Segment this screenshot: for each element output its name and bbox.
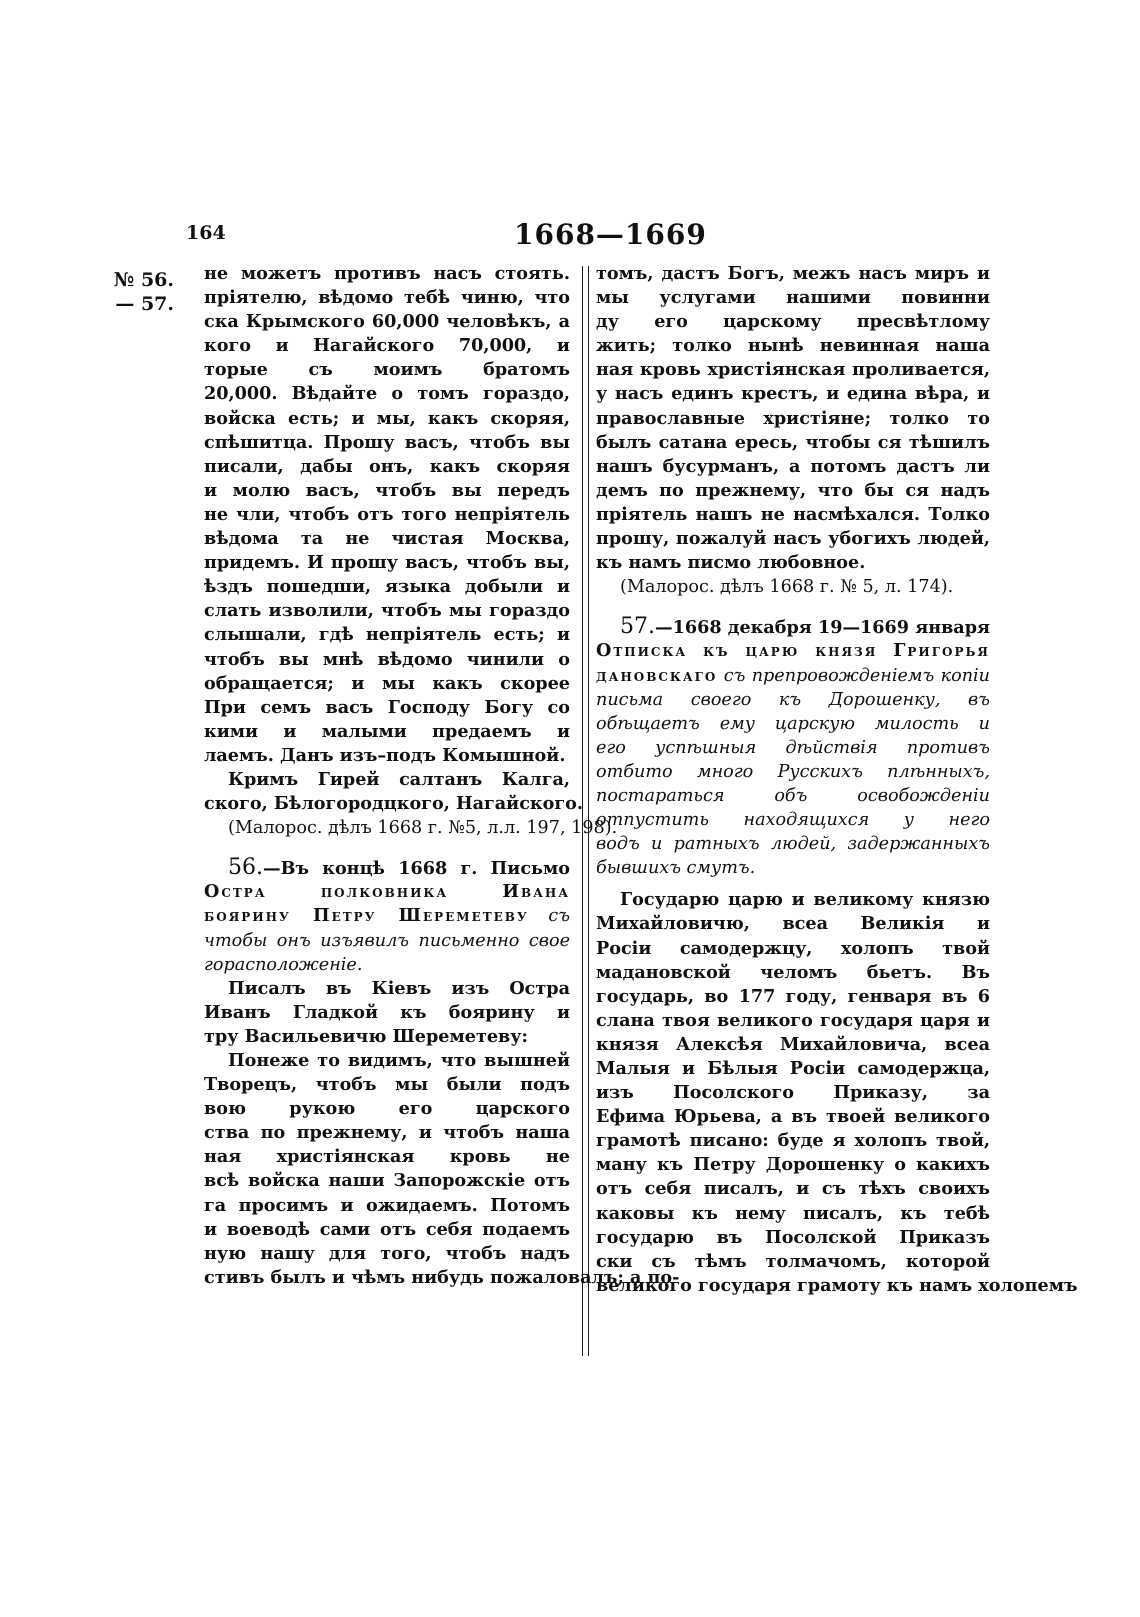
text-line: обращается; и мы какъ скорее	[204, 672, 570, 694]
text-line: пріятелю, вѣдомо тебѣ чиню, что	[204, 287, 570, 309]
text-line: постараться объ освобожденіи	[596, 785, 990, 806]
document-57-summary	[596, 688, 990, 881]
document-number: 56.	[228, 856, 263, 881]
signature-line: ского, Бѣлогородцкого, Нагайского.	[204, 793, 583, 815]
text-line: Писалъ въ Кіевъ изъ Остра	[228, 977, 570, 999]
text-line: войска есть; и мы, какъ скоряя,	[204, 407, 570, 429]
text-line: ска Крымского 60,000 человѣкъ, а	[204, 311, 570, 333]
text-line: слать изволили, чтобъ мы гораздо	[204, 600, 570, 622]
text-line: всѣ войска наши Запорожскіе отъ	[204, 1170, 570, 1192]
text-line: прошу, пожалуй насъ убогихъ людей,	[596, 528, 990, 550]
text-line: бывшихъ смутъ.	[596, 858, 756, 879]
letter-continuation	[596, 262, 990, 575]
signature-line: Кримъ Гирей салтанъ Калга,	[228, 768, 570, 790]
document-56-body	[204, 977, 680, 1290]
text-line: спѣшитца. Прошу васъ, чтобъ вы	[204, 431, 570, 453]
text-line: 20,000. Вѣдайте о томъ гораздо,	[204, 383, 570, 405]
text-line: Михайловичю, всеа Великія и	[596, 913, 990, 935]
text-line: къ намъ писмо любовное.	[596, 552, 866, 574]
text-line: изъ Посолского Приказу, за	[596, 1082, 990, 1104]
archive-reference: (Малорос. дѣлъ 1668 г. № 5, л. 174).	[620, 577, 954, 598]
text-line: ную нашу для того, чтобъ надъ	[204, 1242, 570, 1264]
text-line: Иванъ Гладкой къ боярину и	[204, 1001, 570, 1023]
text-line: отпустить находящихся у него	[596, 810, 990, 831]
text-line: мадановской челомъ бьетъ. Въ	[596, 961, 990, 983]
document-title-line: Остра полковника Ивана	[204, 881, 570, 903]
text-line: кими и малыми предаемъ и	[204, 720, 570, 742]
document-title-author: дановскаго	[596, 664, 718, 686]
text-line: не можетъ противъ насъ стоять.	[204, 263, 570, 284]
document-title-line	[204, 904, 570, 928]
text-line: Росіи самодержцу, холопъ твой	[596, 937, 990, 959]
text-line: былъ сатана ересь, чтобы ся тѣшилъ	[596, 431, 990, 453]
text-line: придемъ. И прошу васъ, чтобъ вы,	[204, 552, 570, 574]
document-summary-line: чтобы онъ изъявилъ письменно свое	[204, 930, 570, 951]
text-line: При семъ васъ Господу Богу со	[204, 696, 570, 718]
text-line: слана твоя великого государя царя и	[596, 1009, 990, 1031]
text-line: лаемъ. Данъ изъ–подъ Комышной.	[204, 744, 566, 766]
text-line: Государю царю и великому князю	[620, 889, 990, 911]
document-56-heading	[204, 856, 570, 880]
text-line: чтобъ вы мнѣ вѣдомо чинили о	[204, 648, 570, 670]
document-date: —Въ концѣ 1668 г. Письмо	[263, 858, 570, 880]
text-line: га просимъ и ожидаемъ. Потомъ	[204, 1194, 570, 1216]
document-number: 57.	[620, 615, 655, 640]
text-line: кого и Нагайского 70,000, и	[204, 335, 570, 357]
text-line: ману къ Петру Дорошенку о какихъ	[596, 1154, 990, 1176]
margin-note-line: № 56.	[113, 269, 174, 291]
text-line: слышали, гдѣ непріятель есть; и	[204, 624, 570, 646]
document-summary-line: горасположеніе.	[204, 954, 363, 975]
text-line: пріятель нашъ не насмѣхался. Толко	[596, 503, 990, 525]
page-number: 164	[186, 222, 226, 244]
text-line: писали, дабы онъ, какъ скоряя	[204, 455, 570, 477]
text-line: отбито много Русскихъ плѣнныхъ,	[596, 761, 990, 782]
text-line: демъ по прежнему, что бы ся надъ	[596, 479, 990, 501]
text-line: ѣздъ пошедши, языка добыли и	[204, 576, 570, 598]
text-line: водъ и ратныхъ людей, задержанныхъ	[596, 834, 990, 855]
document-summary-fragment: съ	[548, 906, 570, 927]
document-title-recipient: боярину Петру Шереметеву	[204, 905, 529, 927]
text-line: и воеводѣ сами отъ себя подаемъ	[204, 1218, 570, 1240]
text-line: ски съ тѣмъ толмачомъ, которой	[596, 1250, 990, 1272]
right-column	[596, 262, 1078, 1298]
text-line: отъ себя писалъ, и съ тѣхъ своихъ	[596, 1178, 990, 1200]
text-line: великого государя грамоту къ намъ холопемъ	[596, 1274, 1078, 1296]
text-line: ства по прежнему, и чтобъ наша	[204, 1122, 570, 1144]
text-line: жить; толко нынѣ невинная наша	[596, 335, 990, 357]
text-line: князя Алексѣя Михайловича, всеа	[596, 1033, 990, 1055]
document-summary-fragment: съ препровожденіемъ копіи	[723, 665, 990, 686]
text-line: стивъ былъ и чѣмъ нибудь пожаловалъ; а по-	[204, 1266, 680, 1288]
document-57-heading	[596, 615, 990, 639]
text-line: православные христіяне; толко то	[596, 407, 990, 429]
text-line: ная кровь христіянская проливается,	[596, 359, 990, 381]
letter-continuation	[204, 262, 570, 768]
text-line: у насъ единъ крестъ, и едина вѣра, и	[596, 383, 990, 405]
text-line: его успѣшныя дѣйствія противъ	[596, 737, 990, 758]
text-line: ная христіянская кровь не	[204, 1146, 570, 1168]
text-line: каковы къ нему писалъ, къ тебѣ	[596, 1202, 990, 1224]
text-line: Ефима Юрьева, а въ твоей великого	[596, 1106, 990, 1128]
text-line: государю въ Посолской Приказъ	[596, 1226, 990, 1248]
text-line: тру Васильевичю Шереметеву:	[204, 1025, 529, 1047]
text-line: Творецъ, чтобъ мы были подъ	[204, 1074, 570, 1096]
text-line: и молю васъ, чтобъ вы передъ	[204, 479, 570, 501]
margin-document-numbers	[108, 268, 174, 316]
text-line: письма своего къ Дорошенку, въ	[596, 689, 990, 710]
margin-note-line: — 57.	[115, 293, 174, 315]
text-line: обѣщаетъ ему царскую милость и	[596, 713, 990, 734]
text-line: не чли, чтобъ отъ того непріятель	[204, 503, 570, 525]
text-line: томъ, дастъ Богъ, межъ насъ миръ и	[596, 263, 990, 284]
text-line: мы услугами нашими повинни	[596, 287, 990, 309]
text-line: государь, во 177 году, генваря въ 6	[596, 985, 990, 1007]
text-line: ду его царскому пресвѣтлому	[596, 311, 990, 333]
text-line: Малыя и Бѣлыя Росіи самодержца,	[596, 1058, 990, 1079]
text-line: вою рукою его царского	[204, 1098, 570, 1120]
text-line: торые съ моимъ братомъ	[204, 359, 570, 381]
document-title-line	[596, 664, 990, 688]
archive-reference: (Малорос. дѣлъ 1668 г. №5, л.л. 197, 198).	[228, 818, 618, 839]
running-header-years: 1668—1669	[514, 218, 707, 251]
column-divider	[582, 266, 589, 1356]
document-57-body	[596, 888, 1078, 1298]
text-line: нашъ бусурманъ, а потомъ дастъ ли	[596, 455, 990, 477]
document-title-line: Отписка къ царю князя Григорья	[596, 640, 990, 662]
document-date: —1668 декабря 19—1669 января	[655, 617, 990, 639]
text-line: вѣдома та не чистая Москва,	[204, 528, 570, 550]
text-line: Понеже то видимъ, что вышней	[228, 1050, 570, 1071]
text-line: грамотѣ писано: буде я холопъ твой,	[596, 1130, 990, 1152]
